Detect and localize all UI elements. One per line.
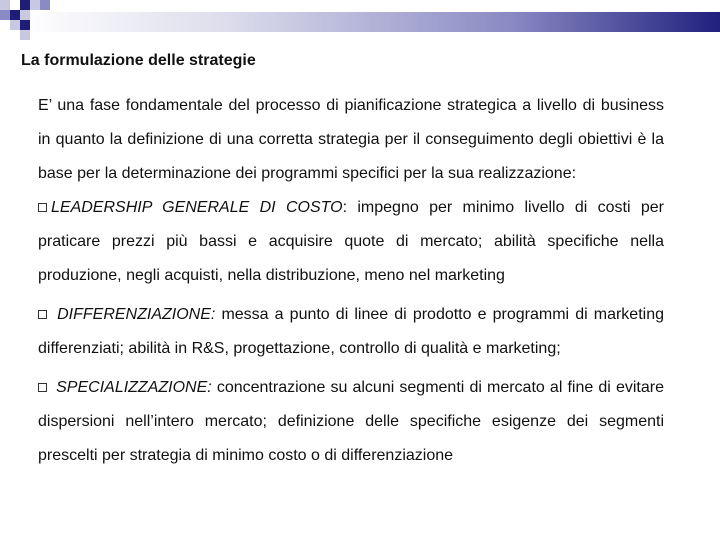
header-square <box>10 20 20 30</box>
header-decoration <box>0 0 720 46</box>
bullet-term: DIFFERENZIAZIONE: <box>57 306 216 323</box>
header-square <box>30 0 40 10</box>
checkbox-bullet-icon <box>38 203 47 212</box>
bullet-term: SPECIALIZZAZIONE: <box>56 379 212 396</box>
header-square <box>20 10 30 20</box>
header-square <box>10 0 20 10</box>
bullet-item <box>38 191 664 293</box>
header-square <box>20 0 30 10</box>
header-square <box>0 0 10 10</box>
intro-paragraph: E’ una fase fondamentale del processo di pianificazione strategica a livello di business in quanto la definizione di una corretta strategia per il conseguimento degli obiettivi è la base per la determinazione dei programmi specifici per la sua realizzazione: <box>38 97 664 182</box>
bullet-text: concentrazione su alcuni segmenti di mercato al fine di evitare dispersioni nell’intero mercato; definizione delle specifiche esigenze dei segmenti prescelti per strategia di minimo costo o di differenziazione <box>38 379 664 464</box>
slide-body <box>38 89 664 473</box>
header-square <box>20 30 30 40</box>
bullet-text: messa a punto di linee di prodotto e programmi di marketing differenziati; abilità in R&S, progettazione, controllo di qualità e marketing; <box>38 306 664 357</box>
bullet-item <box>38 371 664 473</box>
bullet-term: LEADERSHIP GENERALE DI COSTO <box>51 199 343 216</box>
checkbox-bullet-icon <box>38 383 47 392</box>
checkbox-bullet-icon <box>38 310 47 319</box>
header-square <box>40 0 50 10</box>
header-square <box>10 10 20 20</box>
header-square <box>20 20 30 30</box>
bullet-item <box>38 298 664 366</box>
header-square <box>0 10 10 20</box>
bullet-text: impegno per minimo livello di costi per praticare prezzi più bassi e acquisire quote di mercato; abilità specifiche nella produzione, negli acquisti, nella distribuzione, meno nel marketing <box>38 199 664 284</box>
header-gradient-bar <box>20 12 720 32</box>
slide-title: La formulazione delle strategie <box>21 52 256 69</box>
bullet-separator: : <box>342 199 348 216</box>
